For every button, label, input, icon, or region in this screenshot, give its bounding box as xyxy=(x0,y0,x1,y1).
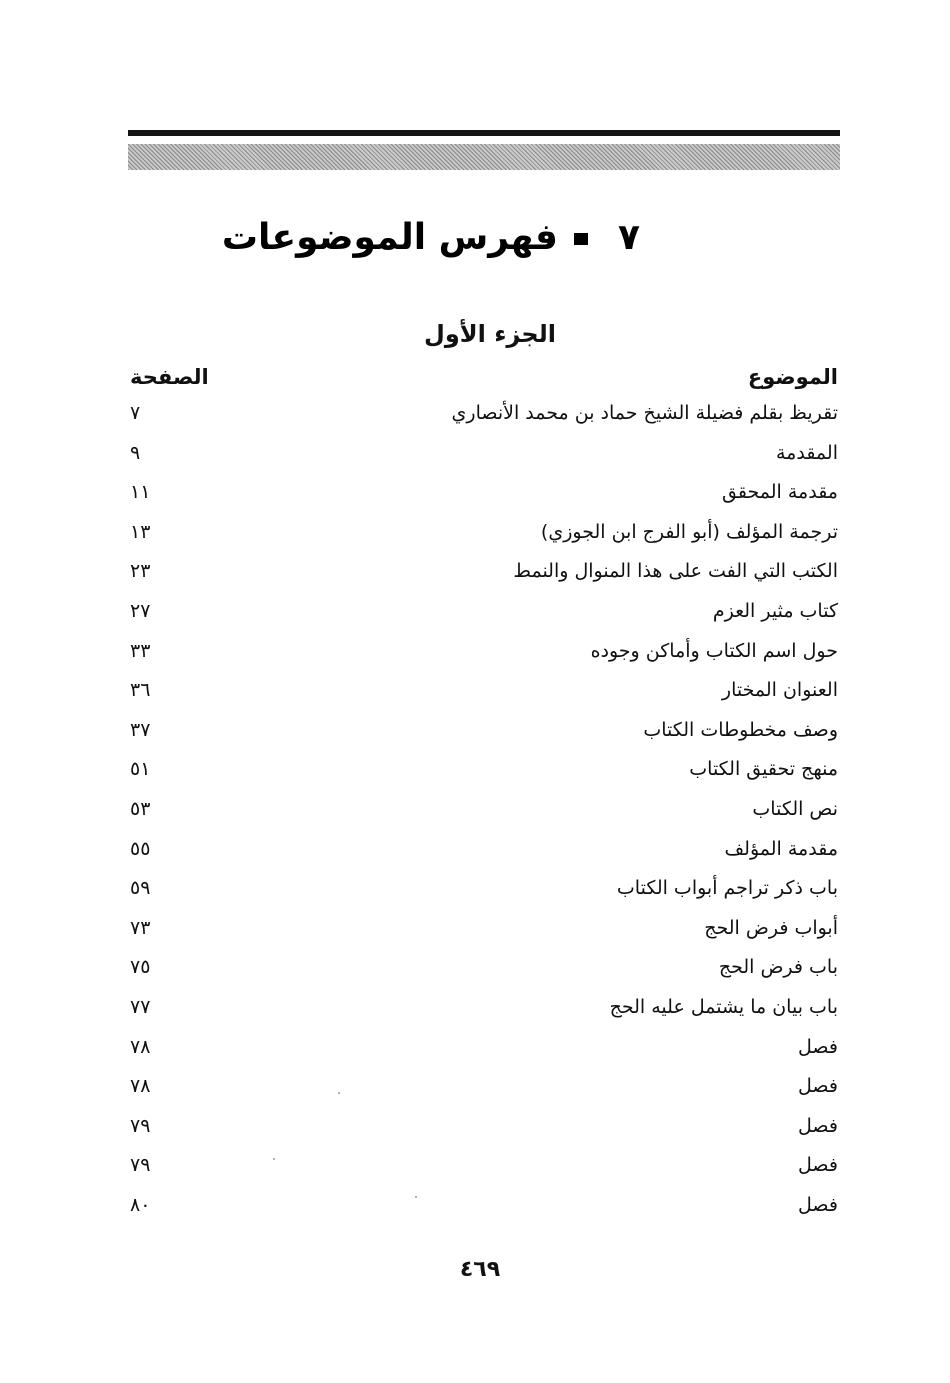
toc-row xyxy=(128,592,840,632)
toc-entry-page: ١١ xyxy=(130,481,151,504)
scan-speck xyxy=(415,1196,417,1198)
toc-row xyxy=(128,632,840,672)
toc-row xyxy=(128,790,840,830)
table-of-contents xyxy=(128,394,840,1225)
toc-entry-title: نص الكتاب xyxy=(752,797,838,820)
header-rule-thin xyxy=(128,130,840,136)
section-title: فهرس الموضوعات xyxy=(221,217,559,258)
toc-entry-page: ٣٧ xyxy=(130,718,151,741)
toc-row xyxy=(128,711,840,751)
toc-entry-page: ٢٣ xyxy=(130,560,151,583)
toc-entry-title: باب ذكر تراجم أبواب الكتاب xyxy=(616,877,838,900)
toc-entry-page: ٧٩ xyxy=(130,1154,151,1177)
toc-entry-page: ٥١ xyxy=(130,758,151,781)
toc-entry-page: ٧٨ xyxy=(130,1035,151,1058)
toc-row xyxy=(128,1186,840,1226)
toc-entry-page: ٨٠ xyxy=(130,1193,151,1216)
toc-row xyxy=(128,473,840,513)
toc-entry-title: المقدمة xyxy=(775,441,838,464)
toc-row xyxy=(128,1028,840,1068)
toc-row xyxy=(128,1107,840,1147)
section-number: ٧ xyxy=(618,217,640,258)
toc-entry-title: ترجمة المؤلف (أبو الفرج ابن الجوزي) xyxy=(540,520,838,543)
toc-entry-page: ٧٨ xyxy=(130,1075,151,1098)
toc-row xyxy=(128,434,840,474)
toc-entry-title: فصل xyxy=(798,1035,838,1058)
toc-row xyxy=(128,869,840,909)
header-rule-hatched xyxy=(128,144,840,170)
part-heading: الجزء الأول xyxy=(424,320,556,348)
scan-speck xyxy=(338,1092,340,1094)
toc-entry-title: فصل xyxy=(798,1193,838,1216)
toc-entry-page: ٢٧ xyxy=(130,599,151,622)
toc-row xyxy=(128,552,840,592)
toc-entry-page: ٥٩ xyxy=(130,877,151,900)
toc-entry-title: تقريظ بقلم فضيلة الشيخ حماد بن محمد الأنصاري xyxy=(451,402,838,424)
toc-entry-page: ١٣ xyxy=(130,520,151,543)
toc-row xyxy=(128,830,840,870)
toc-entry-page: ٧٣ xyxy=(130,916,151,939)
scan-speck xyxy=(273,1158,275,1160)
toc-row xyxy=(128,394,840,434)
toc-entry-title: مقدمة المؤلف xyxy=(724,837,838,860)
toc-entry-title: فصل xyxy=(798,1154,838,1177)
toc-row xyxy=(128,671,840,711)
toc-row xyxy=(128,1146,840,1186)
toc-entry-page: ٥٣ xyxy=(130,797,151,820)
toc-entry-title: باب فرض الحج xyxy=(718,956,838,979)
toc-row xyxy=(128,909,840,949)
page-title xyxy=(221,210,640,266)
page-column-header: الصفحة xyxy=(130,365,209,389)
toc-row xyxy=(128,1067,840,1107)
toc-entry-title: وصف مخطوطات الكتاب xyxy=(643,718,838,741)
toc-row xyxy=(128,513,840,553)
toc-entry-title: باب بيان ما يشتمل عليه الحج xyxy=(609,995,838,1018)
toc-entry-title: حول اسم الكتاب وأماكن وجوده xyxy=(590,639,838,662)
toc-entry-title: فصل xyxy=(798,1114,838,1137)
toc-entry-page: ٩ xyxy=(130,441,141,464)
toc-entry-page: ٧ xyxy=(130,402,141,424)
toc-entry-title: كتاب مثير العزم xyxy=(712,599,838,622)
toc-entry-title: منهج تحقيق الكتاب xyxy=(689,758,838,781)
toc-entry-page: ٣٣ xyxy=(130,639,151,662)
toc-entry-page: ٧٥ xyxy=(130,956,151,979)
toc-entry-title: فصل xyxy=(798,1075,838,1098)
topic-column-header: الموضوع xyxy=(747,365,838,389)
toc-entry-title: العنوان المختار xyxy=(721,679,838,702)
toc-row xyxy=(128,988,840,1028)
toc-entry-page: ٥٥ xyxy=(130,837,151,860)
title-separator xyxy=(574,233,588,245)
toc-entry-title: الكتب التي الفت على هذا المنوال والنمط xyxy=(513,560,838,583)
toc-entry-page: ٣٦ xyxy=(130,679,151,702)
toc-entry-title: أبواب فرض الحج xyxy=(704,916,838,939)
toc-entry-page: ٧٩ xyxy=(130,1114,151,1137)
toc-entry-page: ٧٧ xyxy=(130,995,151,1018)
page-number: ٤٦٩ xyxy=(459,1257,501,1282)
toc-row xyxy=(128,948,840,988)
toc-entry-title: مقدمة المحقق xyxy=(722,481,838,504)
toc-row xyxy=(128,750,840,790)
